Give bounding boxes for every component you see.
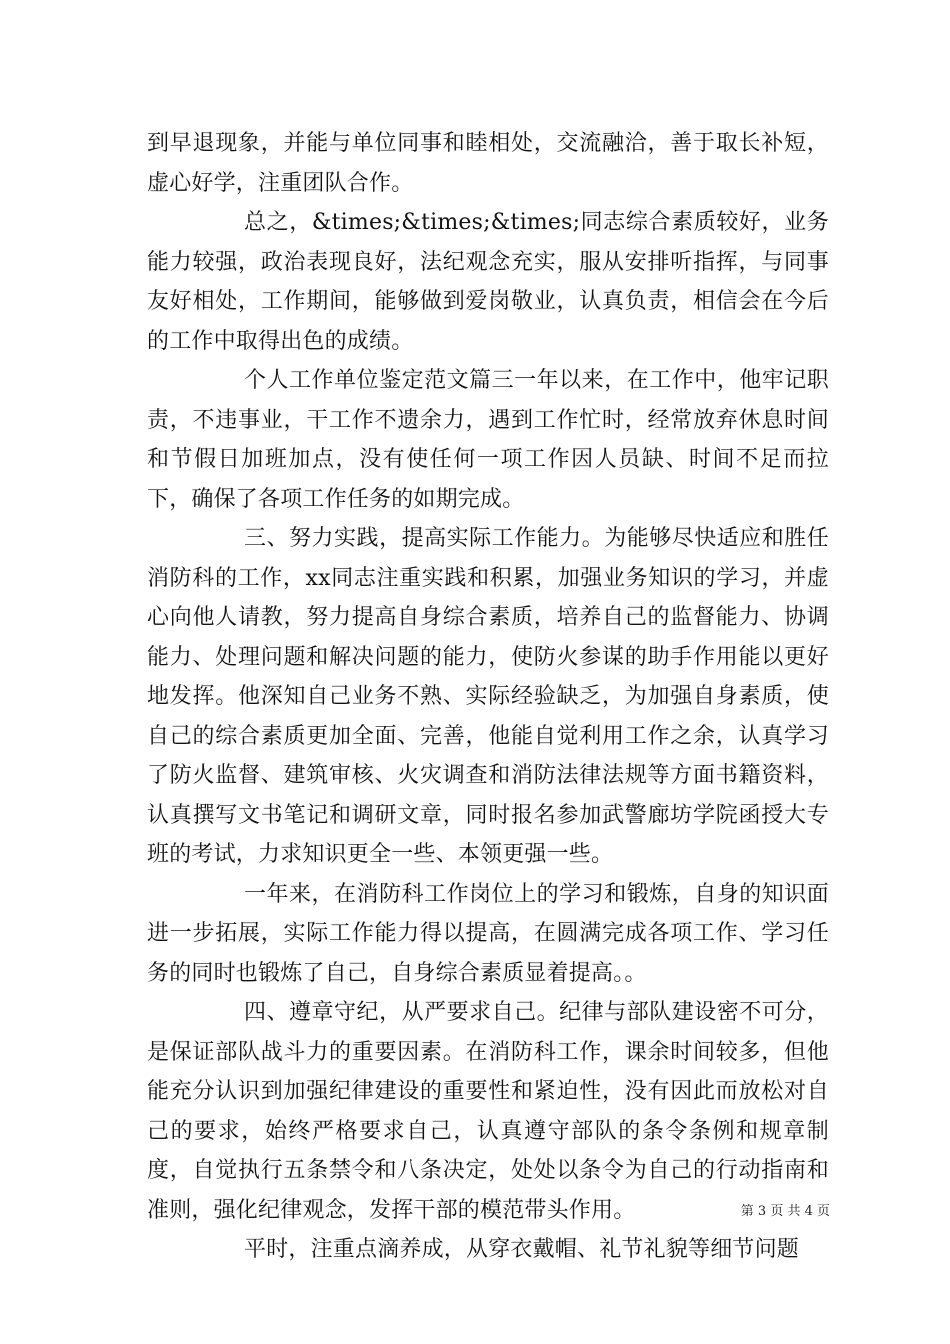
page-number-footer: 第 3 页 共 4 页 bbox=[740, 1204, 830, 1219]
paragraph-summary: 总之，&times;&times;&times;同志综合素质较好，业务能力较强，政治表现良好，法纪观念充实，服从安排听指挥，与同事友好相处，工作期间，能够做到爱岗敬业，认真负责，相信会在今后的工作中取得出色的成绩。 bbox=[147, 210, 829, 354]
paragraph-year-review: 一年来，在消防科工作岗位上的学习和锻炼，自身的知识面进一步拓展，实际工作能力得以提高，在圆满完成各项工作、学习任务的同时也锻炼了自己，自身综合素质显着提高。。 bbox=[147, 881, 829, 986]
paragraph-section-three: 三、努力实践，提高实际工作能力。为能够尽快适应和胜任消防科的工作，xx同志注重实践和积累，加强业务知识的学习，并虚心向他人请教，努力提高自身综合素质，培养自己的监督能力、协调能力、处理问题和解决问题的能力，使防火参谋的助手作用能以更好地发挥。他深知自己业务不熟、实际经验缺乏，为加强自身素质，使自己的综合素质更加全面、完善，他能自觉利用工作之余，认真学习了防火监督、建筑审核、火灾调查和消防法律法规等方面书籍资料，认真撰写文书笔记和调研文章，同时报名参加武警廊坊学院函授大专班的考试，力求知识更全一些、本领更强一些。 bbox=[147, 526, 829, 867]
paragraph-example-three: 个人工作单位鉴定范文篇三一年以来，在工作中，他牢记职责，不违事业，干工作不遗余力，遇到工作忙时，经常放弃休息时间和节假日加班加点，没有使任何一项工作因人员缺、时间不足而拉下，确保了各项工作任务的如期完成。 bbox=[147, 368, 829, 512]
paragraph-section-four: 四、遵章守纪，从严要求自己。纪律与部队建设密不可分，是保证部队战斗力的重要因素。在消防科工作，课余时间较多，但他能充分认识到加强纪律建设的重要性和紧迫性，没有因此而放松对自己的要求，始终严格要求自己，认真遵守部队的条令条例和规章制度，自觉执行五条禁令和八条决定，处处以条令为自己的行动指南和准则，强化纪律观念，发挥干部的模范带头作用。 bbox=[147, 1000, 829, 1223]
document-body bbox=[147, 124, 829, 1270]
paragraph-daily-habits: 平时，注重点滴养成，从穿衣戴帽、礼节礼貌等细节问题 bbox=[244, 1237, 800, 1262]
paragraph-continuation: 到早退现象，并能与单位同事和睦相处，交流融洽，善于取长补短，虚心好学，注重团队合作。 bbox=[147, 131, 829, 196]
